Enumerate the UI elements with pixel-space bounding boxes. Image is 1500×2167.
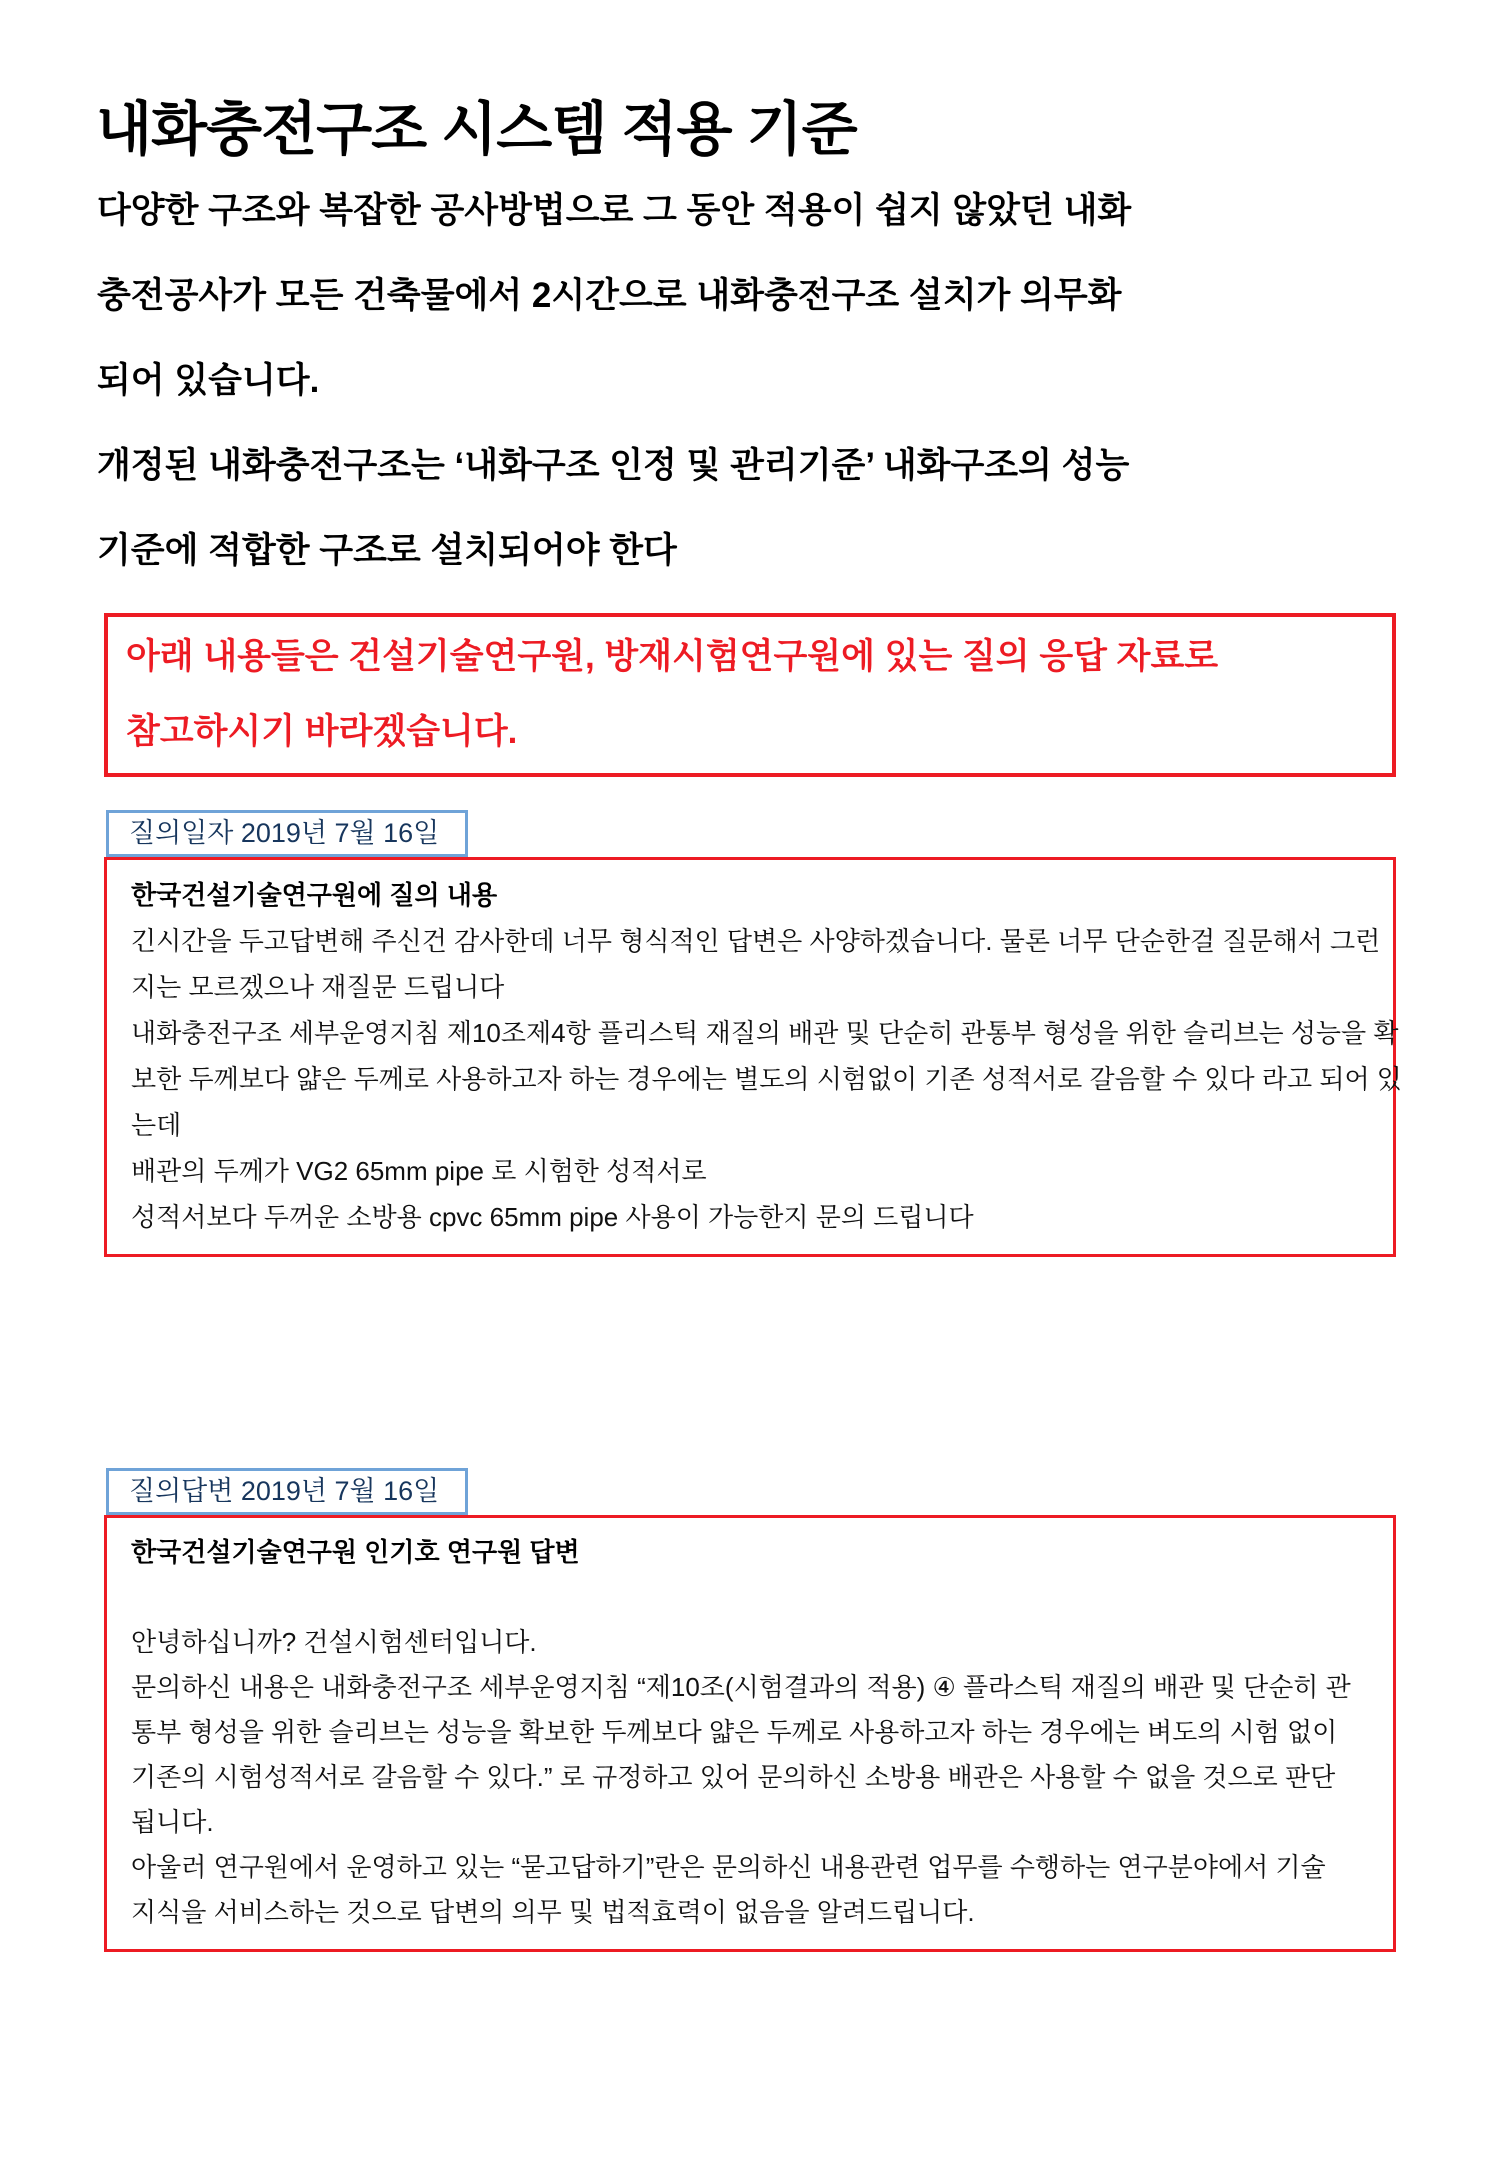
question-line: 내화충전구조 세부운영지침 제10조제4항 플리스틱 재질의 배관 및 단순히 관통부 형성을 위한 슬리브는 성능을 확 — [131, 1018, 1399, 1048]
notice-line: 아래 내용들은 건설기술연구원, 방재시험연구원에 있는 질의 응답 자료로 — [126, 637, 1219, 676]
answer-line: 통부 형성을 위한 슬리브는 성능을 확보한 두께보다 얇은 두께로 사용하고자 하는 경우에는 벼도의 시험 없이 — [131, 1717, 1338, 1747]
answer-date-label: 질의답변 2019년 7월 16일 — [129, 1476, 440, 1506]
question-line: 성적서보다 두꺼운 소방용 cpvc 65mm pipe 사용이 가능한지 문의 드립니다 — [131, 1202, 974, 1232]
answer-box — [104, 1515, 1396, 1952]
intro-line: 충전공사가 모든 건축물에서 2시간으로 내화충전구조 설치가 의무화 — [97, 276, 1122, 315]
intro-paragraph-2 — [97, 423, 1129, 593]
answer-line — [131, 1575, 1369, 1620]
answer-heading: 한국건설기술연구원 인기호 연구원 답변 — [131, 1537, 580, 1567]
question-date-tab — [106, 810, 468, 857]
question-box — [104, 857, 1402, 1257]
intro-line: 개정된 내화충전구조는 ‘내화구조 인정 및 관리기준’ 내화구조의 성능 — [97, 446, 1130, 485]
question-line: 지는 모르겠으나 재질문 드립니다 — [131, 972, 505, 1002]
answer-line: 기존의 시험성적서로 갈음할 수 있다.” 로 규정하고 있어 문의하신 소방용 배관은 사용할 수 없을 것으로 판단 — [131, 1762, 1336, 1792]
page-title: 내화충전구조 시스템 적용 기준 — [96, 97, 857, 162]
question-line: 긴시간을 두고답변해 주신건 감사한데 너무 형식적인 답변은 사양하겠습니다. 물론 너무 단순한걸 질문해서 그런 — [131, 926, 1381, 956]
intro-paragraph-1 — [97, 168, 1131, 423]
intro-line: 되어 있습니다. — [97, 361, 320, 400]
question-line: 는데 — [131, 1110, 182, 1140]
answer-line: 문의하신 내용은 내화충전구조 세부운영지침 “제10조(시험결과의 적용) ④ 플라스틱 재질의 배관 및 단순히 관 — [131, 1672, 1351, 1702]
intro-line: 기준에 적합한 구조로 설치되어야 한다 — [97, 531, 677, 570]
answer-line: 아울러 연구원에서 운영하고 있는 “묻고답하기”란은 문의하신 내용관련 업무를 수행하는 연구분야에서 기술 — [131, 1852, 1326, 1882]
question-date-label: 질의일자 2019년 7월 16일 — [129, 818, 440, 848]
answer-line: 안녕하십니까? 건설시험센터입니다. — [131, 1627, 537, 1657]
question-line: 배관의 두께가 VG2 65mm pipe 로 시험한 성적서로 — [131, 1156, 707, 1186]
question-heading: 한국건설기술연구원에 질의 내용 — [131, 880, 498, 910]
intro-line: 다양한 구조와 복잡한 공사방법으로 그 동안 적용이 쉽지 않았던 내화 — [97, 191, 1132, 230]
question-line: 보한 두께보다 얇은 두께로 사용하고자 하는 경우에는 별도의 시험없이 기존 성적서로 갈음할 수 있다 라고 되어 있 — [131, 1064, 1402, 1094]
notice-line: 참고하시기 바라겠습니다. — [126, 712, 518, 751]
answer-line: 됩니다. — [131, 1807, 214, 1837]
notice-box — [104, 613, 1396, 777]
answer-line: 지식을 서비스하는 것으로 답변의 의무 및 법적효력이 없음을 알려드립니다. — [131, 1897, 975, 1927]
answer-date-tab — [106, 1468, 468, 1515]
